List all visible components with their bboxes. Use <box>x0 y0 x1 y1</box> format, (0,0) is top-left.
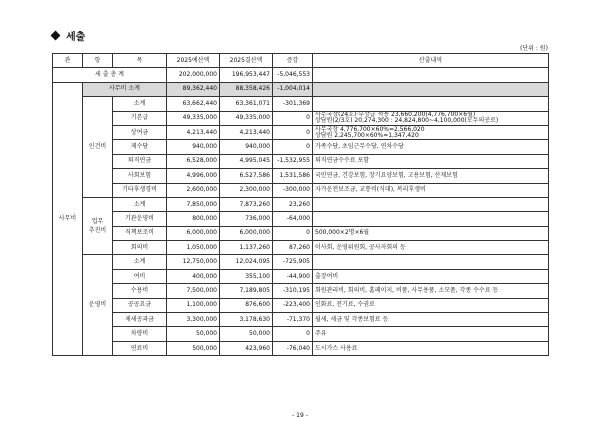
budget-cell: 400,000 <box>167 269 220 283</box>
memo-line: 회원관리비, 회의비, 홈페이지, 비품, 사무용품, 소모품, 각종 수수료 등 <box>315 286 499 294</box>
memo-cell <box>313 313 549 327</box>
page-number: - 19 - <box>292 412 308 419</box>
memo-cell <box>313 284 549 298</box>
budget-cell: 7,500,000 <box>167 284 220 298</box>
settle-cell: 876,600 <box>220 298 273 312</box>
settle-cell: 6,000,000 <box>220 226 273 240</box>
settle-cell: 4,995,045 <box>220 154 273 168</box>
business-hang-label-line2: 추진비 <box>88 227 107 235</box>
total-row <box>53 68 549 82</box>
mok-cell: 연료비 <box>113 341 167 355</box>
memo-cell <box>313 241 549 255</box>
settle-cell: 3,178,630 <box>220 313 273 327</box>
total-budget: 202,000,000 <box>167 68 220 82</box>
mok-cell: 퇴직연금 <box>113 154 167 168</box>
budget-cell: 50,000 <box>167 327 220 341</box>
mok-cell: 공공요금 <box>113 298 167 312</box>
subtotal-label: 사무비 소계 <box>83 82 167 96</box>
operation-row <box>53 269 549 283</box>
memo-cell <box>313 111 549 125</box>
diff-cell: 0 <box>273 226 313 240</box>
budget-cell: 6,000,000 <box>167 226 220 240</box>
settle-cell: 355,100 <box>220 269 273 283</box>
mok-cell: 수용비 <box>113 284 167 298</box>
personnel-hang-label: 인건비 <box>83 97 113 198</box>
memo-line: 상담원 2,245,700×60%=1,347,420 <box>315 131 419 139</box>
memo-line: 사무국장(24호)·부장급 적용 23,660,200(4,776,700×6월) <box>315 111 476 119</box>
diff-cell: 0 <box>273 111 313 125</box>
mok-cell: 제수당 <box>113 140 167 154</box>
diff-cell: -76,040 <box>273 341 313 355</box>
diff-cell: -44,900 <box>273 269 313 283</box>
personnel-row <box>53 154 549 168</box>
budget-cell: 4,996,000 <box>167 169 220 183</box>
diff-cell: 0 <box>273 125 313 139</box>
settle-cell: 49,335,000 <box>220 111 273 125</box>
memo-cell <box>313 341 549 355</box>
budget-cell: 1,100,000 <box>167 298 220 312</box>
settle-cell: 7,873,260 <box>220 197 273 211</box>
memo-line: 사무국장 4,776,700×60%=2,566,020 <box>315 125 425 133</box>
header-settle: 2025결산액 <box>220 54 273 68</box>
diff-cell: 0 <box>273 140 313 154</box>
memo-line: 퇴직연금수수료 포함 <box>315 157 370 165</box>
business-row <box>53 241 549 255</box>
diff-cell: -725,905 <box>273 255 313 269</box>
memo-cell <box>313 169 549 183</box>
memo-line: 자가운전보조금, 교통비(식대), 복리후생비 <box>315 186 426 194</box>
settle-cell: 50,000 <box>220 327 273 341</box>
budget-cell: 6,528,000 <box>167 154 220 168</box>
mok-cell: 상여금 <box>113 125 167 139</box>
mok-cell: 기본급 <box>113 111 167 125</box>
mok-cell: 소계 <box>113 255 167 269</box>
memo-cell <box>313 154 549 168</box>
personnel-row <box>53 140 549 154</box>
memo-line: 500,000×2명×6월 <box>315 229 370 237</box>
memo-cell <box>313 125 549 139</box>
subtotal-budget: 89,362,440 <box>167 82 220 96</box>
operation-row <box>53 313 549 327</box>
settle-cell: 7,189,805 <box>220 284 273 298</box>
diff-cell: 23,260 <box>273 197 313 211</box>
settle-cell: 6,527,586 <box>220 169 273 183</box>
memo-line: 이사회, 운영위원회, 공사자회의 등 <box>315 243 406 251</box>
diamond-bullet-icon <box>51 31 61 41</box>
personnel-row <box>53 183 549 197</box>
header-budget: 2025예산액 <box>167 54 220 68</box>
mok-cell: 소계 <box>113 97 167 111</box>
budget-cell: 500,000 <box>167 341 220 355</box>
budget-cell: 49,335,000 <box>167 111 220 125</box>
memo-cell <box>313 140 549 154</box>
memo-line: 상담원(2/3호) 20,274,300 : 24,824,800~4,100,000(모두의공로) <box>315 117 499 125</box>
budget-cell: 63,662,440 <box>167 97 220 111</box>
operation-row <box>53 341 549 355</box>
subtotal-diff: -1,004,014 <box>273 82 313 96</box>
header-memo: 산출내역 <box>313 54 549 68</box>
memo-line: 출장여비 <box>315 272 339 280</box>
unit-label: (단위 : 원) <box>520 45 548 52</box>
diff-cell: -1,532,955 <box>273 154 313 168</box>
memo-line: 국민연금, 건강보험, 장기요양보험, 고용보험, 산재보험 <box>315 171 458 179</box>
mok-cell: 제세공과금 <box>113 313 167 327</box>
header-mok: 목 <box>113 54 167 68</box>
mok-cell: 회의비 <box>113 241 167 255</box>
memo-cell <box>313 226 549 240</box>
budget-cell: 7,850,000 <box>167 197 220 211</box>
memo-cell <box>313 212 549 226</box>
budget-cell: 3,300,000 <box>167 313 220 327</box>
business-row <box>53 226 549 240</box>
expenditure-table <box>52 53 549 356</box>
total-diff: -5,046,553 <box>273 68 313 82</box>
personnel-row <box>53 125 549 139</box>
memo-cell <box>313 97 549 111</box>
memo-cell <box>313 269 549 283</box>
mok-cell: 소계 <box>113 197 167 211</box>
business-row <box>53 197 549 211</box>
memo-cell <box>313 327 549 341</box>
diff-cell: -64,000 <box>273 212 313 226</box>
memo-line: 도시가스 사용료 <box>315 344 358 352</box>
budget-cell: 940,000 <box>167 140 220 154</box>
settle-cell: 736,000 <box>220 212 273 226</box>
operation-row <box>53 298 549 312</box>
business-hang-label-line1: 업무 <box>91 217 104 225</box>
diff-cell: 87,260 <box>273 241 313 255</box>
budget-cell: 2,600,000 <box>167 183 220 197</box>
header-row <box>53 54 549 68</box>
budget-cell: 800,000 <box>167 212 220 226</box>
diff-cell: -223,400 <box>273 298 313 312</box>
settle-cell: 423,960 <box>220 341 273 355</box>
budget-cell: 1,050,000 <box>167 241 220 255</box>
memo-line: 주유 <box>315 330 327 338</box>
total-settle: 196,953,447 <box>220 68 273 82</box>
settle-cell: 63,361,071 <box>220 97 273 111</box>
diff-cell: -301,369 <box>273 97 313 111</box>
subtotal-memo <box>313 82 549 96</box>
business-row <box>53 212 549 226</box>
personnel-row <box>53 97 549 111</box>
total-label: 세 출 총 계 <box>53 68 167 82</box>
memo-cell <box>313 255 549 269</box>
budget-cell: 4,213,440 <box>167 125 220 139</box>
personnel-row <box>53 169 549 183</box>
memo-line: 가족수당, 초임근무수당, 연차수당 <box>315 143 404 151</box>
diff-cell: 0 <box>273 327 313 341</box>
subtotal-row <box>53 82 549 96</box>
subtotal-settle: 88,358,426 <box>220 82 273 96</box>
settle-cell: 12,024,095 <box>220 255 273 269</box>
mok-cell: 사회보험 <box>113 169 167 183</box>
settle-cell: 4,213,440 <box>220 125 273 139</box>
memo-line: 인화료, 전기료, 수권료 <box>315 301 375 309</box>
mok-cell: 기타후생경비 <box>113 183 167 197</box>
operation-row <box>53 284 549 298</box>
header-gwan: 관 <box>53 54 83 68</box>
mok-cell: 여비 <box>113 269 167 283</box>
memo-cell <box>313 298 549 312</box>
mok-cell: 직책보조비 <box>113 226 167 240</box>
memo-cell <box>313 197 549 211</box>
diff-cell: -300,000 <box>273 183 313 197</box>
diff-cell: 1,531,586 <box>273 169 313 183</box>
settle-cell: 1,137,260 <box>220 241 273 255</box>
business-hang-label <box>83 197 113 255</box>
operation-row <box>53 327 549 341</box>
settle-cell: 940,000 <box>220 140 273 154</box>
operation-row <box>53 255 549 269</box>
diff-cell: -310,195 <box>273 284 313 298</box>
operation-hang-label: 운영비 <box>83 255 113 356</box>
section-title <box>52 28 85 43</box>
settle-cell: 2,300,000 <box>220 183 273 197</box>
mok-cell: 기관운영비 <box>113 212 167 226</box>
memo-line: 월세, 세금 및 각종보험료 등 <box>315 315 389 323</box>
section-title-text: 세출 <box>66 32 86 43</box>
header-diff: 증감 <box>273 54 313 68</box>
mok-cell: 차량비 <box>113 327 167 341</box>
budget-cell: 12,750,000 <box>167 255 220 269</box>
gwan-cell: 사무비 <box>53 82 83 355</box>
personnel-row <box>53 111 549 125</box>
header-hang: 항 <box>83 54 113 68</box>
total-memo <box>313 68 549 82</box>
diff-cell: -71,370 <box>273 313 313 327</box>
memo-cell <box>313 183 549 197</box>
